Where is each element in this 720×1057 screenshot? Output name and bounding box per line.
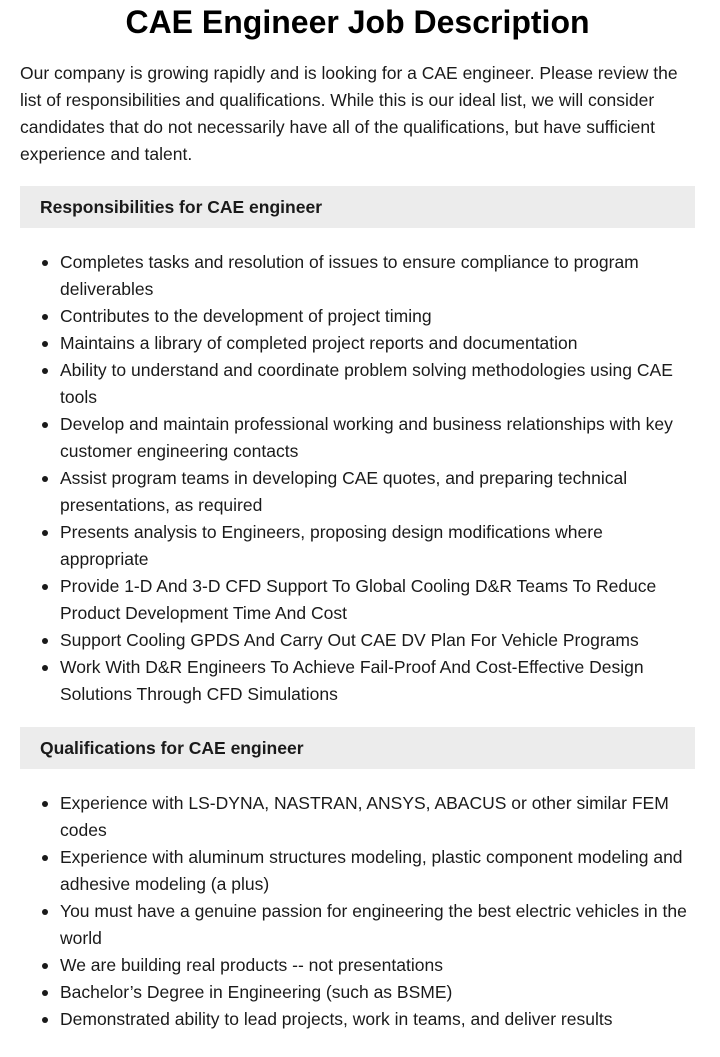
list-item: Work With D&R Engineers To Achieve Fail-Proof And Cost-Effective Design Solutions Through CFD Simulations [60,654,695,708]
list-item: Completes tasks and resolution of issues to ensure compliance to program deliverables [60,249,695,303]
list-item: Ability to understand and coordinate problem solving methodologies using CAE tools [60,357,695,411]
responsibilities-list [20,249,695,708]
list-item: Provide 1-D And 3-D CFD Support To Global Cooling D&R Teams To Reduce Product Development Time And Cost [60,573,695,627]
intro-paragraph: Our company is growing rapidly and is looking for a CAE engineer. Please review the list of responsibilities and qualifications. While this is our ideal list, we will consider candidates that do not necessarily have all of the qualifications, but have sufficient experience and talent. [20,63,678,164]
list-item: You must have a genuine passion for engineering the best electric vehicles in the world [60,898,695,952]
list-item: Presents analysis to Engineers, proposing design modifications where appropriate [60,519,695,573]
page-title: CAE Engineer Job Description [125,4,590,40]
list-item: Experience with LS-DYNA, NASTRAN, ANSYS, ABACUS or other similar FEM codes [60,790,695,844]
qualifications-heading: Qualifications for CAE engineer [20,727,695,769]
list-item: Demonstrated ability to lead projects, work in teams, and deliver results [60,1006,695,1033]
responsibilities-heading: Responsibilities for CAE engineer [20,186,695,228]
list-item: Develop and maintain professional working and business relationships with key customer engineering contacts [60,411,695,465]
list-item: Support Cooling GPDS And Carry Out CAE DV Plan For Vehicle Programs [60,627,695,654]
list-item: Maintains a library of completed project reports and documentation [60,330,695,357]
list-item: Assist program teams in developing CAE quotes, and preparing technical presentations, as required [60,465,695,519]
list-item: We are building real products -- not presentations [60,952,695,979]
list-item: Bachelor’s Degree in Engineering (such as BSME) [60,979,695,1006]
list-item: Experience with aluminum structures modeling, plastic component modeling and adhesive modeling (a plus) [60,844,695,898]
list-item: Contributes to the development of project timing [60,303,695,330]
qualifications-list [20,790,695,1033]
